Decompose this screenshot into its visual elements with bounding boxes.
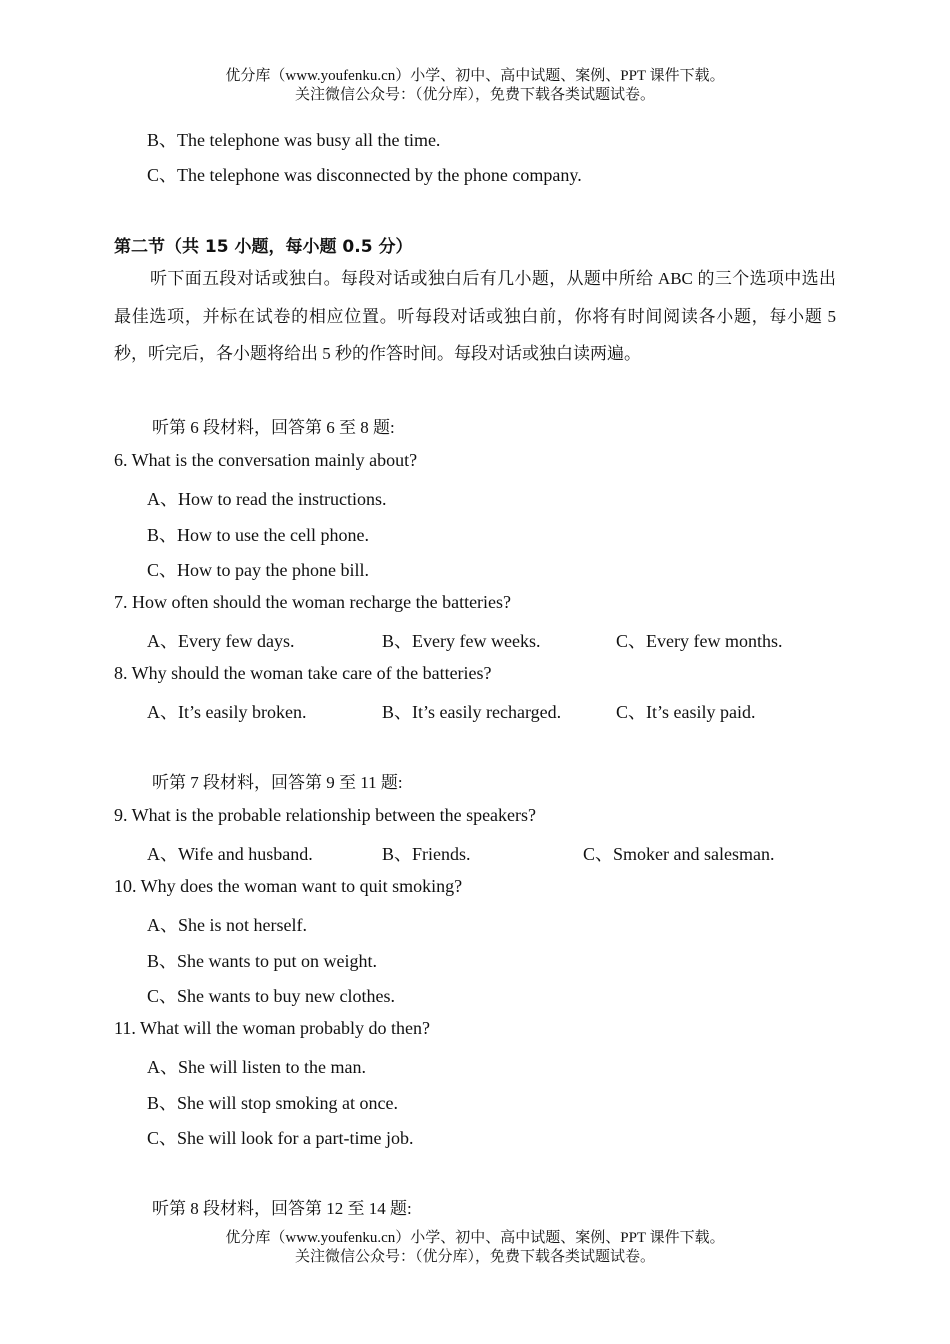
passage-8-heading: 听第 8 段材料，回答第 12 至 14 题: (152, 1199, 412, 1218)
passage-7-heading: 听第 7 段材料，回答第 9 至 11 题: (152, 773, 403, 792)
q11-option-b: B、She will stop smoking at once. (147, 1093, 398, 1113)
q7-option-a: A、Every few days. (147, 631, 295, 651)
q9-option-a: A、Wife and husband. (147, 844, 313, 864)
header-line-2: 关注微信公众号：（优分库），免费下载各类试题试卷。 (294, 87, 655, 103)
q9-option-c: C、Smoker and salesman. (583, 844, 775, 864)
q8-option-c: C、It’s easily paid. (616, 702, 756, 722)
q7-stem: 7. How often should the woman recharge the batteries? (114, 592, 512, 612)
q7-option-c: C、Every few months. (616, 631, 783, 651)
header-line-1: 优分库（www.youfenku.cn）小学、初中、高中试题、案例、PPT 课件下载。 (225, 68, 725, 84)
q5-option-b: B、The telephone was busy all the time. (147, 130, 441, 150)
footer-line-2: 关注微信公众号：（优分库），免费下载各类试题试卷。 (294, 1249, 655, 1265)
q11-stem: 11. What will the woman probably do then? (114, 1018, 430, 1038)
section-instructions: 听下面五段对话或独白。每段对话或独白后有几小题，从题中所给 ABC 的三个选项中选出最佳选项，并标在试卷的相应位置。听每段对话或独白前，你将有时间阅读各小题，每小题 5 秒，听完后，各小题将给出 5 秒的作答时间。每段对话或独白读两遍。 (114, 269, 836, 363)
q8-option-b: B、It’s easily recharged. (382, 702, 562, 722)
q6-stem: 6. What is the conversation mainly about? (114, 450, 418, 470)
q8-options (0, 698, 950, 722)
section-title: 第二节（共 15 小题，每小题 0.5 分） (114, 237, 413, 257)
q9-stem: 9. What is the probable relationship between the speakers? (114, 805, 537, 825)
q10-option-a: A、She is not herself. (147, 915, 307, 935)
q10-stem: 10. Why does the woman want to quit smoking? (114, 876, 463, 896)
q9-option-b: B、Friends. (382, 844, 471, 864)
q9-options (0, 840, 950, 864)
q11-option-a: A、She will listen to the man. (147, 1057, 366, 1077)
q6-option-c: C、How to pay the phone bill. (147, 560, 369, 580)
q5-option-c: C、The telephone was disconnected by the phone company. (147, 165, 582, 185)
q8-option-a: A、It’s easily broken. (147, 702, 307, 722)
q6-option-b: B、How to use the cell phone. (147, 525, 369, 545)
q7-option-b: B、Every few weeks. (382, 631, 541, 651)
q10-option-b: B、She wants to put on weight. (147, 951, 377, 971)
footer-line-1: 优分库（www.youfenku.cn）小学、初中、高中试题、案例、PPT 课件下载。 (225, 1230, 725, 1246)
passage-6-heading: 听第 6 段材料，回答第 6 至 8 题: (152, 418, 395, 437)
page-footer (0, 1229, 950, 1267)
q7-options (0, 627, 950, 651)
q8-stem: 8. Why should the woman take care of the batteries? (114, 663, 492, 683)
q6-option-a: A、How to read the instructions. (147, 489, 387, 509)
q11-option-c: C、She will look for a part-time job. (147, 1128, 414, 1148)
q10-option-c: C、She wants to buy new clothes. (147, 986, 395, 1006)
page-header (0, 67, 950, 105)
